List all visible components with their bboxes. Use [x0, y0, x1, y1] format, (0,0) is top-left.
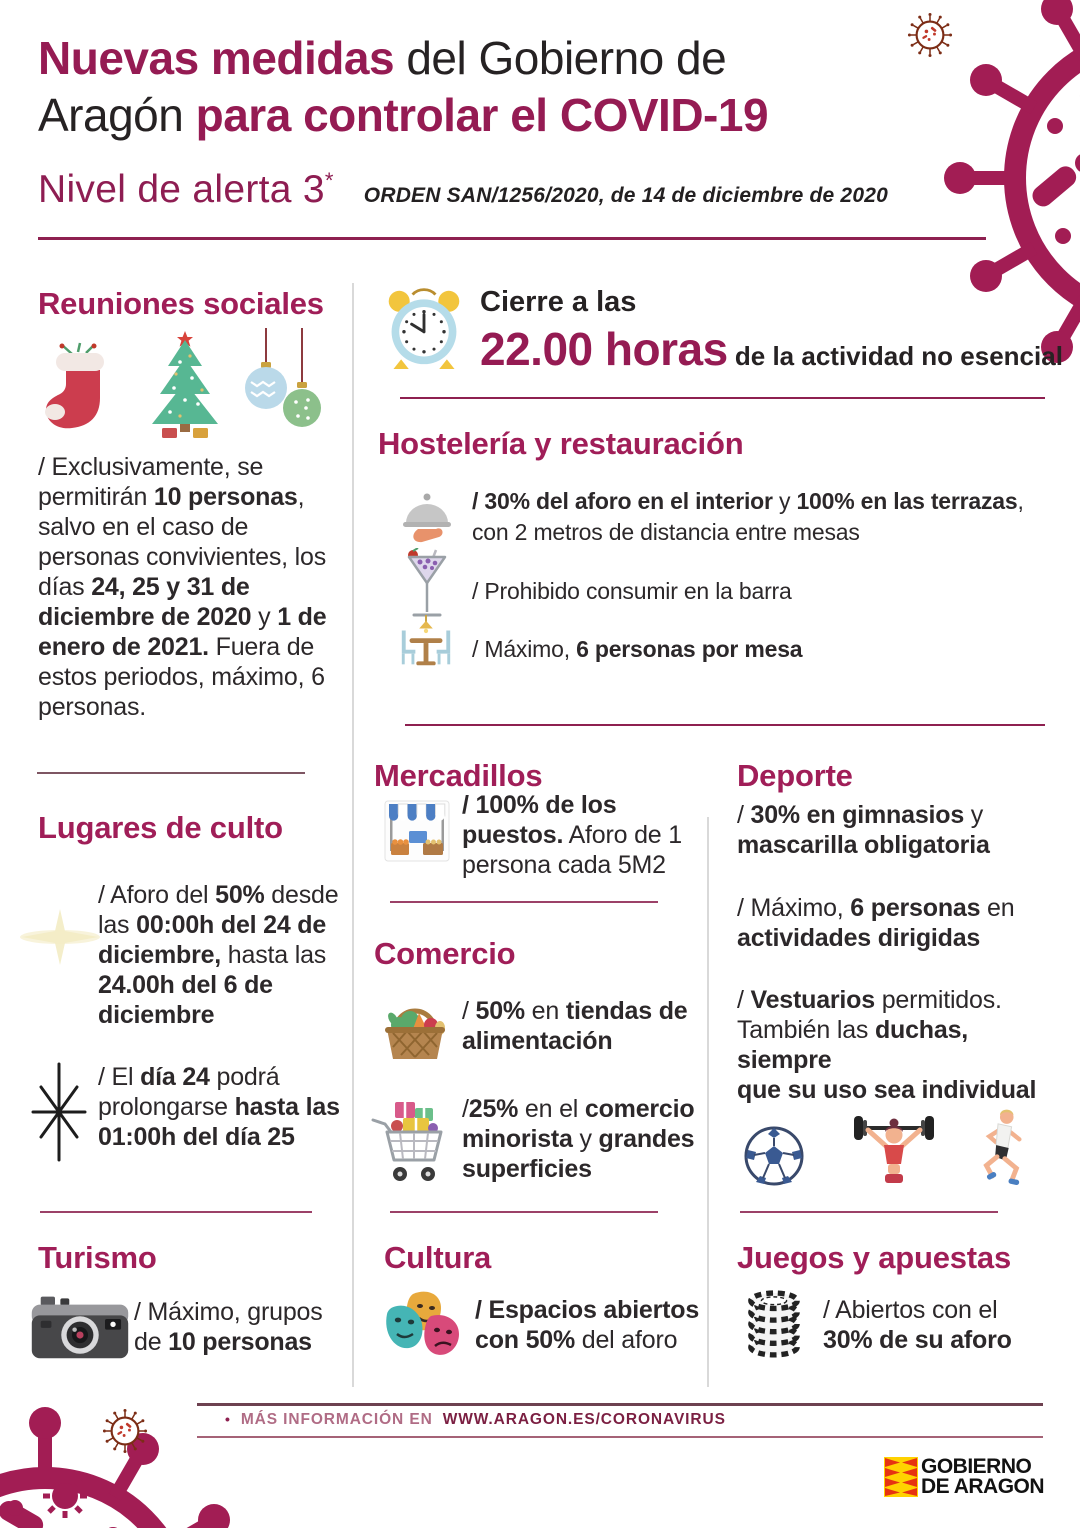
- theater-masks-icon: [383, 1288, 465, 1362]
- bullet-icon: •: [225, 1411, 231, 1427]
- footer-divider-bottom: [197, 1436, 1043, 1438]
- bethlehem-star-icon: [28, 1062, 90, 1162]
- closure-prefix: Cierre a las: [480, 286, 637, 318]
- weightlifting-icon: [852, 1110, 936, 1190]
- shining-star-icon: [18, 905, 102, 969]
- section-heading-mercadillos: Mercadillos: [374, 758, 543, 793]
- soccer-ball-icon: [742, 1124, 806, 1188]
- shopping-cart-icon: [367, 1096, 455, 1188]
- section-divider: [40, 1211, 312, 1213]
- hosteleria-item-2: / Prohibido consumir en la barra: [472, 578, 792, 604]
- section-heading-turismo: Turismo: [38, 1240, 157, 1275]
- header-divider: [38, 237, 986, 240]
- market-stall-icon: [383, 797, 451, 865]
- closure-time: 22.00 horas: [480, 323, 728, 375]
- juegos-body: / Abiertos con el 30% de su aforo: [823, 1296, 1012, 1354]
- section-divider: [405, 724, 1045, 726]
- section-heading-deporte: Deporte: [737, 758, 853, 793]
- hosteleria-item-3: / Máximo, 6 personas por mesa: [472, 636, 803, 662]
- section-divider: [37, 772, 305, 774]
- comercio-item-1: / 50% en tiendas de alimentación: [462, 997, 688, 1055]
- christmas-baubles-icon: [238, 326, 330, 430]
- mercadillos-body: / 100% de los puestos. Aforo de 1 persona cada 5M2: [462, 791, 682, 879]
- deporte-item-3: / Vestuarios permitidos. También las duchas, siempre que su uso sea individual: [737, 986, 1037, 1104]
- food-cloche-icon: [398, 487, 456, 545]
- deporte-item-2: / Máximo, 6 personas en actividades dirigidas: [737, 894, 1015, 952]
- footer-info-prefix: MÁS INFORMACIÓN EN: [240, 1411, 433, 1428]
- government-logo: [921, 1457, 1044, 1497]
- poker-chips-icon: [745, 1287, 803, 1359]
- vertical-divider: [352, 283, 354, 1387]
- order-reference: ORDEN SAN/1256/2020, de 14 de diciembre de 2020: [363, 184, 888, 207]
- cocktail-icon: [404, 548, 450, 622]
- hosteleria-item-1: / 30% del aforo en el interior y 100% en las terrazas, con 2 metros de distancia entre mesas: [472, 488, 1024, 545]
- section-divider: [390, 1211, 658, 1213]
- section-heading-cultura: Cultura: [384, 1240, 492, 1275]
- cultura-body: / Espacios abiertos con 50% del aforo: [475, 1296, 700, 1354]
- section-divider: [400, 397, 1045, 399]
- section-divider: [740, 1211, 998, 1213]
- section-heading-lugares: Lugares de culto: [38, 810, 283, 845]
- closure-suffix: de la actividad no esencial: [727, 341, 1063, 371]
- closure-block: [480, 286, 1063, 376]
- section-heading-juegos: Juegos y apuestas: [737, 1240, 1011, 1275]
- camera-icon: [30, 1292, 130, 1362]
- lugares-item-2: / El día 24 podrá prolongarse hasta las 01:00h del día 25: [98, 1063, 340, 1151]
- footer-info: [225, 1411, 726, 1429]
- alert-level-label: Nivel de alerta 3*: [38, 168, 334, 211]
- table-chairs-icon: [396, 613, 456, 675]
- page-title: Nuevas medidas del Gobierno de Aragón para controlar el COVID-19: [38, 32, 769, 141]
- section-divider: [390, 901, 658, 903]
- food-basket-icon: [379, 995, 451, 1067]
- footer-divider-top: [197, 1403, 1043, 1406]
- aragon-flag-icon: [884, 1457, 918, 1497]
- turismo-body: / Máximo, grupos de 10 personas: [134, 1298, 323, 1356]
- small-virus-icon: [100, 1406, 150, 1456]
- alert-level: [38, 168, 888, 212]
- logo-line-2: DE ARAGON: [921, 1475, 1045, 1498]
- footer-url: WWW.ARAGON.ES/CORONAVIRUS: [442, 1411, 726, 1428]
- christmas-tree-icon: [146, 330, 224, 440]
- small-virus-icon: [905, 10, 955, 60]
- reuniones-body: / Exclusivamente, se permitirán 10 personas, salvo en el caso de personas convivientes, los días 24, 25 y 31 de diciembre de 2020 y 1 de enero de 2021. Fuera de estos periodos, máximo, 6 personas.: [38, 453, 327, 721]
- section-heading-comercio: Comercio: [374, 936, 516, 971]
- alarm-clock-icon: [383, 283, 465, 371]
- asterisk: *: [324, 168, 334, 193]
- lugares-item-1: / Aforo del 50% desde las 00:00h del 24 de diciembre, hasta las 24.00h del 6 de diciembre: [98, 881, 339, 1029]
- comercio-item-2: /25% en el comercio minorista y grandes superficies: [462, 1095, 695, 1183]
- deporte-item-1: / 30% en gimnasios y mascarilla obligatoria: [737, 801, 990, 859]
- section-heading-hosteleria: Hostelería y restauración: [378, 426, 744, 461]
- christmas-stocking-icon: [42, 340, 124, 440]
- section-heading-reuniones: Reuniones sociales: [38, 286, 324, 321]
- runner-icon: [968, 1106, 1030, 1192]
- logo-line-1: GOBIERNO: [921, 1455, 1032, 1478]
